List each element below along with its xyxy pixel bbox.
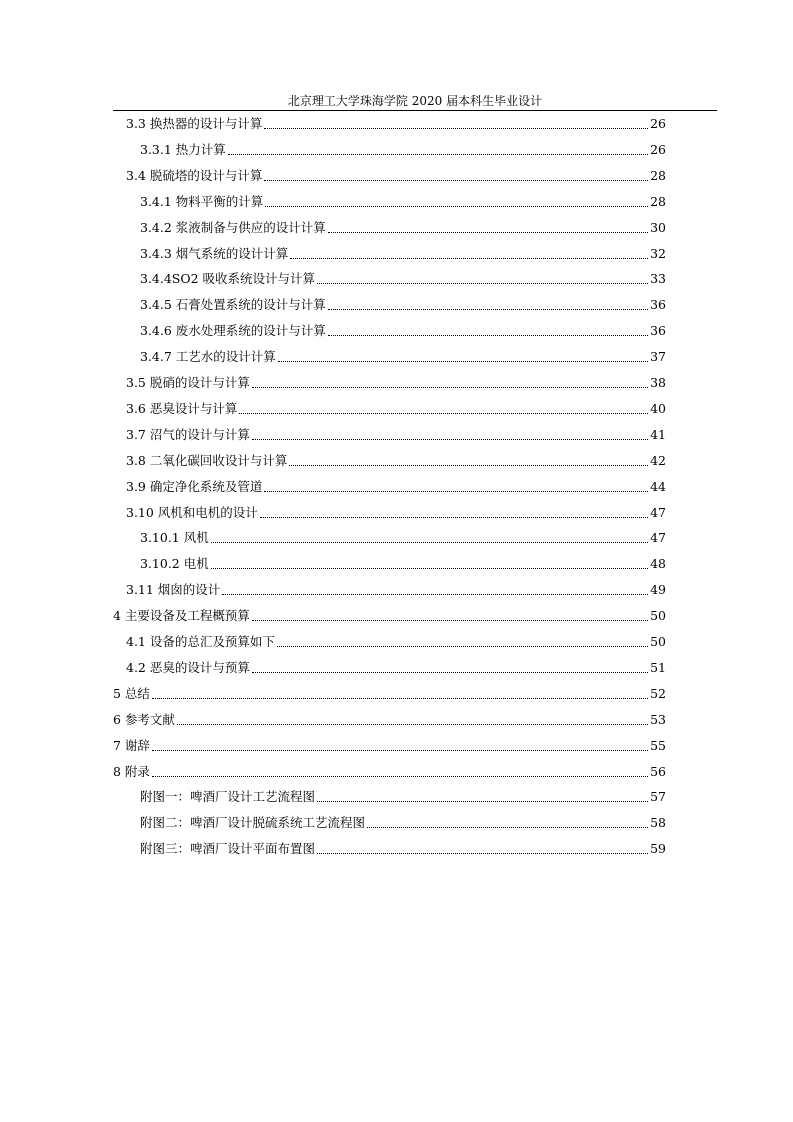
toc-entry-label: 3.4.4SO2 吸收系统设计与计算: [140, 271, 316, 286]
toc-entry[interactable]: [113, 762, 666, 782]
toc-entry[interactable]: [126, 373, 666, 393]
toc-entry-label: 3.9 确定净化系统及管道: [126, 479, 263, 494]
toc-entry-page: 52: [650, 686, 666, 701]
toc-entry-label: 附图三：啤酒厂设计平面布置图: [140, 841, 316, 856]
toc-entry-page: 57: [650, 789, 666, 804]
toc-entry-page: 26: [650, 142, 666, 157]
toc-entry-page: 41: [650, 427, 666, 442]
toc-entry-page: 55: [650, 738, 666, 753]
toc-entry-page: 59: [650, 841, 666, 856]
toc-entry-page: 33: [650, 271, 666, 286]
toc-entry[interactable]: [140, 140, 666, 160]
toc-entry-page: 28: [650, 194, 666, 209]
toc-entry-label: 3.6 恶臭设计与计算: [126, 401, 238, 416]
toc-leader-dots: [264, 491, 648, 492]
toc-entry-label: 附图二：啤酒厂设计脱硫系统工艺流程图: [140, 815, 366, 830]
toc-entry[interactable]: [140, 813, 666, 833]
toc-entry-label: 3.4 脱硫塔的设计与计算: [126, 168, 263, 183]
toc-entry[interactable]: [140, 218, 666, 238]
toc-entry-label: 附图一：啤酒厂设计工艺流程图: [140, 789, 316, 804]
toc-leader-dots: [252, 620, 648, 621]
toc-leader-dots: [289, 465, 648, 466]
toc-entry[interactable]: [140, 244, 666, 264]
toc-entry-label: 3.5 脱硝的设计与计算: [126, 375, 250, 390]
toc-leader-dots: [152, 698, 648, 699]
toc-entry[interactable]: [126, 399, 666, 419]
toc-leader-dots: [152, 776, 648, 777]
toc-entry-page: 28: [650, 168, 666, 183]
toc-entry-page: 40: [650, 401, 666, 416]
toc-leader-dots: [260, 517, 648, 518]
toc-entry[interactable]: [126, 632, 666, 652]
toc-entry-label: 7 谢辞: [113, 738, 150, 753]
toc-entry[interactable]: [126, 425, 666, 445]
toc-entry[interactable]: [113, 710, 666, 730]
toc-leader-dots: [252, 387, 648, 388]
toc-entry-page: 47: [650, 505, 666, 520]
toc-leader-dots: [317, 283, 648, 284]
toc-entry-page: 36: [650, 297, 666, 312]
toc-leader-dots: [317, 801, 648, 802]
toc-entry[interactable]: [140, 347, 666, 367]
toc-entry[interactable]: [126, 451, 666, 471]
toc-entry-page: 56: [650, 764, 666, 779]
toc-entry[interactable]: [126, 166, 666, 186]
toc-leader-dots: [277, 646, 648, 647]
toc-entry[interactable]: [140, 269, 666, 289]
toc-leader-dots: [239, 413, 648, 414]
toc-leader-dots: [152, 750, 648, 751]
toc-entry-label: 4.1 设备的总汇及预算如下: [126, 634, 275, 649]
toc-entry-label: 3.10.1 风机: [140, 530, 209, 545]
toc-entry-label: 3.4.5 石膏处置系统的设计与计算: [140, 297, 326, 312]
toc-entry-label: 3.10 风机和电机的设计: [126, 505, 258, 520]
toc-entry-page: 30: [650, 220, 666, 235]
toc-entry[interactable]: [126, 503, 666, 523]
toc-leader-dots: [252, 439, 648, 440]
toc-entry[interactable]: [113, 736, 666, 756]
toc-leader-dots: [264, 180, 648, 181]
toc-entry-page: 58: [650, 815, 666, 830]
toc-entry-page: 51: [650, 660, 666, 675]
toc-entry-label: 3.3 换热器的设计与计算: [126, 116, 263, 131]
toc-leader-dots: [264, 128, 648, 129]
toc-entry-page: 32: [650, 246, 666, 261]
toc-entry-label: 3.8 二氧化碳回收设计与计算: [126, 453, 288, 468]
toc-entry[interactable]: [126, 477, 666, 497]
toc-entry[interactable]: [113, 606, 666, 626]
toc-entry-label: 3.4.6 废水处理系统的设计与计算: [140, 323, 326, 338]
toc-leader-dots: [252, 672, 648, 673]
toc-entry[interactable]: [140, 192, 666, 212]
toc-entry-page: 50: [650, 634, 666, 649]
toc-entry-label: 3.10.2 电机: [140, 556, 209, 571]
toc-entry-page: 36: [650, 323, 666, 338]
toc-entry[interactable]: [140, 839, 666, 859]
toc-entry-label: 6 参考文献: [113, 712, 175, 727]
toc-entry-label: 3.4.3 烟气系统的设计计算: [140, 246, 289, 261]
toc-entry-page: 26: [650, 116, 666, 131]
toc-entry-label: 3.4.1 物料平衡的计算: [140, 194, 264, 209]
toc-entry[interactable]: [140, 554, 666, 574]
page-header: [113, 92, 717, 111]
toc-entry-label: 3.7 沼气的设计与计算: [126, 427, 250, 442]
toc-leader-dots: [211, 542, 648, 543]
toc-entry-page: 53: [650, 712, 666, 727]
toc-entry-label: 4.2 恶臭的设计与预算: [126, 660, 250, 675]
toc-entry[interactable]: [126, 658, 666, 678]
toc-leader-dots: [278, 361, 648, 362]
toc-entry-label: 5 总结: [113, 686, 150, 701]
toc-leader-dots: [265, 206, 648, 207]
toc-entry-page: 47: [650, 530, 666, 545]
toc-leader-dots: [328, 335, 648, 336]
toc-entry-label: 3.3.1 热力计算: [140, 142, 226, 157]
toc-entry-page: 42: [650, 453, 666, 468]
toc-entry-label: 3.4.7 工艺水的设计计算: [140, 349, 276, 364]
toc-leader-dots: [228, 154, 648, 155]
toc-leader-dots: [290, 258, 648, 259]
toc-entry[interactable]: [126, 580, 666, 600]
toc-entry-label: 3.4.2 浆液制备与供应的设计计算: [140, 220, 326, 235]
toc-leader-dots: [328, 309, 648, 310]
toc-entry[interactable]: [140, 528, 666, 548]
toc-entry-page: 50: [650, 608, 666, 623]
toc-entry[interactable]: [113, 684, 666, 704]
toc-entry-page: 48: [650, 556, 666, 571]
toc-entry[interactable]: [140, 295, 666, 315]
toc-entry-label: 8 附录: [113, 764, 150, 779]
toc-entry-label: 4 主要设备及工程概预算: [113, 608, 250, 623]
toc-entry[interactable]: [140, 787, 666, 807]
toc-leader-dots: [367, 827, 648, 828]
toc-leader-dots: [328, 232, 648, 233]
toc-entry[interactable]: [140, 321, 666, 341]
toc-leader-dots: [177, 724, 648, 725]
toc-entry-page: 37: [650, 349, 666, 364]
toc-entry-page: 49: [650, 582, 666, 597]
toc-entry-label: 3.11 烟囱的设计: [126, 582, 221, 597]
toc-leader-dots: [317, 853, 648, 854]
header-title: 北京理工大学珠海学院 2020 届本科生毕业设计: [287, 94, 543, 108]
toc-entry[interactable]: [126, 114, 666, 134]
toc-entry-page: 38: [650, 375, 666, 390]
toc-entry-page: 44: [650, 479, 666, 494]
toc-leader-dots: [211, 568, 648, 569]
toc-leader-dots: [222, 594, 648, 595]
